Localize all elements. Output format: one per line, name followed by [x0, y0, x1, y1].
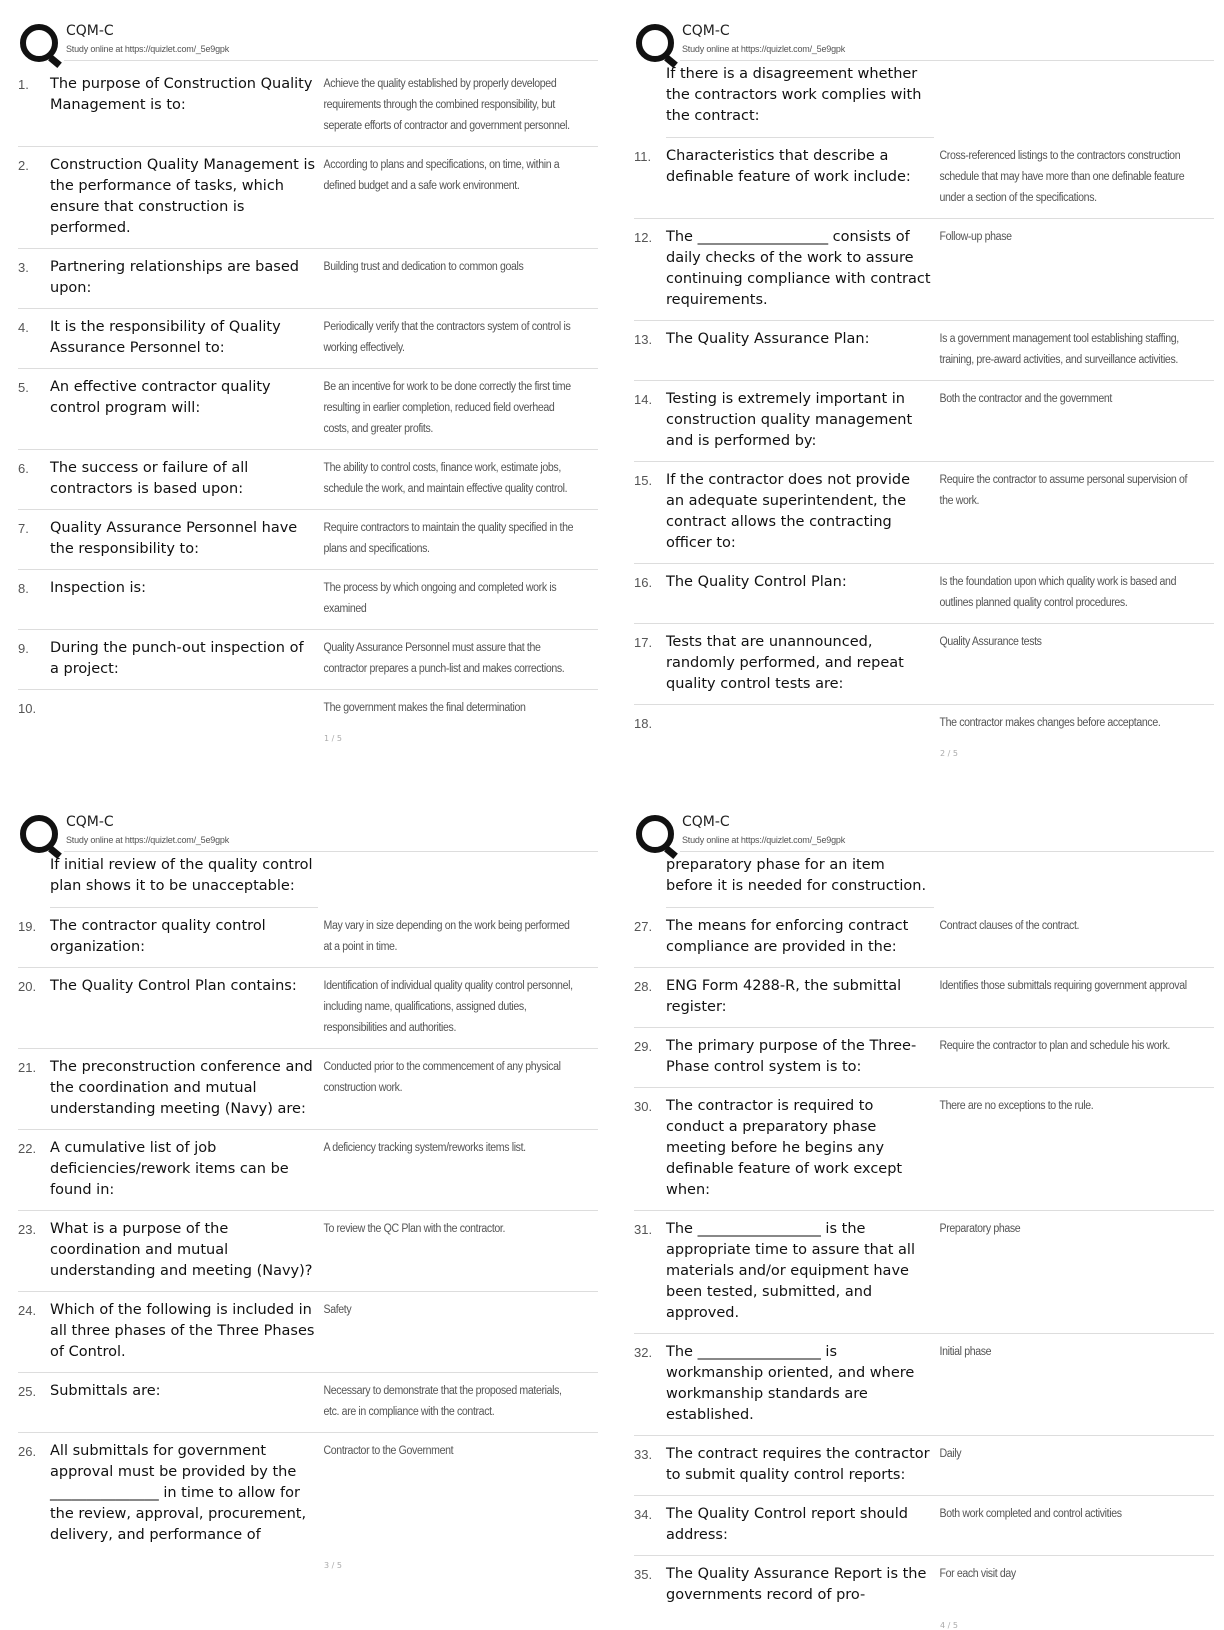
card-number: 1.	[18, 77, 29, 92]
card-number: 16.	[634, 575, 653, 590]
card-definition: Be an incentive for work to be done correctly the first time resulting in earlier completion, reduced field overhead costs, and greater profits.	[323, 381, 571, 435]
card-term: Partnering relationships are based upon:	[50, 259, 299, 296]
card-term	[50, 698, 318, 719]
card-number: 20.	[18, 979, 37, 994]
flashcard-row	[18, 1433, 598, 1555]
page-4	[634, 813, 1214, 1630]
card-term: During the punch-out inspection of a project:	[50, 640, 304, 677]
flashcard-row	[18, 1292, 598, 1373]
card-definition: Is a government management tool establishing staffing, training, pre-award activities, and surveillance activities.	[939, 333, 1179, 366]
flashcard-row	[634, 1436, 1214, 1496]
card-number: 28.	[634, 979, 653, 994]
card-definition: The contractor makes changes before acceptance.	[939, 717, 1161, 729]
card-definition: Preparatory phase	[939, 1223, 1021, 1235]
header-divider	[64, 60, 598, 61]
card-definition: Require the contractor to plan and schedule his work.	[939, 1040, 1170, 1052]
card-term: The success or failure of all contractors is based upon:	[50, 460, 249, 497]
card-definition: Daily	[939, 1448, 962, 1460]
card-number: 18.	[634, 716, 653, 731]
card-number: 5.	[18, 380, 29, 395]
flashcard-row	[634, 908, 1214, 968]
flashcard-row	[634, 321, 1214, 381]
card-term: The _________________ is the appropriate time to assure that all materials and/or equipment have been tested, submitted, and approved.	[666, 1221, 915, 1321]
card-definition: Follow-up phase	[939, 231, 1012, 243]
flashcard-row	[634, 1088, 1214, 1211]
card-term: What is a purpose of the coordination and mutual understanding and meeting (Navy)?	[50, 1221, 313, 1279]
card-definition: Initial phase	[939, 1346, 992, 1358]
card-term: The Quality Assurance Plan:	[666, 331, 870, 347]
card-term: All submittals for government approval must be provided by the _______________ in time to allow for the review, approval, procurement, delivery, and performance of	[50, 1443, 307, 1543]
quizlet-logo-icon	[20, 24, 58, 62]
card-term: Submittals are:	[50, 1383, 161, 1399]
flashcard-row	[18, 1130, 598, 1211]
header-title: CQM-C	[66, 23, 114, 39]
card-definition: Quality Assurance tests	[939, 636, 1042, 648]
page-header	[18, 22, 598, 62]
card-number: 33.	[634, 1447, 653, 1462]
card-term: Characteristics that describe a definable feature of work include:	[666, 148, 911, 185]
card-term: Quality Assurance Personnel have the responsibility to:	[50, 520, 298, 557]
card-definition: The ability to control costs, finance work, estimate jobs, schedule the work, and maintain effective quality control.	[323, 462, 568, 495]
card-term	[666, 713, 934, 734]
flashcard-row	[18, 968, 598, 1049]
card-term: The purpose of Construction Quality Management is to:	[50, 76, 313, 113]
card-definition: Identification of individual quality quality control personnel, including name, qualifications, assigned duties, responsibilities and authorities.	[323, 980, 573, 1034]
card-number: 32.	[634, 1345, 653, 1360]
continued-question: If initial review of the quality control plan shows it to be unacceptable:	[50, 853, 318, 908]
header-subtitle: Study online at https://quizlet.com/_5e9gpk	[682, 835, 846, 845]
card-definition: A deficiency tracking system/reworks items list.	[323, 1142, 526, 1154]
header-divider	[680, 851, 1214, 852]
card-definition: May vary in size depending on the work being performed at a point in time.	[323, 920, 570, 953]
card-term: An effective contractor quality control program will:	[50, 379, 271, 416]
header-title: CQM-C	[66, 814, 114, 830]
card-definition: Require contractors to maintain the quality specified in the plans and specifications.	[323, 522, 574, 555]
quizlet-logo-icon	[636, 24, 674, 62]
flashcard-row	[634, 705, 1214, 743]
card-definition: According to plans and specifications, on time, within a defined budget and a safe work environment.	[323, 159, 560, 192]
card-term: The Quality Assurance Report is the governments record of pro-	[666, 1566, 927, 1603]
card-term: A cumulative list of job deficiencies/rework items can be found in:	[50, 1140, 289, 1198]
flashcard-row	[18, 309, 598, 369]
header-subtitle: Study online at https://quizlet.com/_5e9gpk	[66, 835, 230, 845]
header-subtitle: Study online at https://quizlet.com/_5e9gpk	[682, 44, 846, 54]
card-term: The _________________ is workmanship oriented, and where workmanship standards are established.	[666, 1344, 915, 1423]
card-number: 6.	[18, 461, 29, 476]
flashcard-row	[634, 219, 1214, 321]
card-number: 23.	[18, 1222, 37, 1237]
card-term: Testing is extremely important in construction quality management and is performed by:	[666, 391, 913, 449]
card-definition: Building trust and dedication to common goals	[323, 261, 524, 273]
card-term: The Quality Control report should address:	[666, 1506, 908, 1543]
card-definition: Safety	[323, 1304, 352, 1316]
flashcard-row	[18, 1211, 598, 1292]
flashcard-row	[634, 1556, 1214, 1615]
card-number: 15.	[634, 473, 653, 488]
flashcard-row	[634, 138, 1214, 219]
flashcard-row	[18, 450, 598, 510]
page-number: 2 / 5	[940, 749, 958, 758]
card-number: 9.	[18, 641, 29, 656]
flashcard-row	[634, 624, 1214, 705]
card-definition: Conducted prior to the commencement of any physical construction work.	[323, 1061, 561, 1094]
card-number: 7.	[18, 521, 29, 536]
page-header	[18, 813, 598, 853]
flashcard-row	[634, 1334, 1214, 1436]
flashcard-row	[18, 570, 598, 630]
card-term: The contractor quality control organization:	[50, 918, 266, 955]
card-term: It is the responsibility of Quality Assurance Personnel to:	[50, 319, 281, 356]
card-definition: Cross-referenced listings to the contractors construction schedule that may have more than one definable feature under a section of the specifications.	[939, 150, 1185, 204]
continued-question: If there is a disagreement whether the contractors work complies with the contract:	[666, 62, 934, 138]
flashcard-row	[18, 1373, 598, 1433]
card-number: 10.	[18, 701, 37, 716]
card-definition: Both the contractor and the government	[939, 393, 1112, 405]
card-number: 17.	[634, 635, 653, 650]
flashcard-row	[634, 968, 1214, 1028]
card-number: 34.	[634, 1507, 653, 1522]
card-term: The preconstruction conference and the coordination and mutual understanding meeting (Navy) are:	[50, 1059, 313, 1117]
flashcard-row	[634, 564, 1214, 624]
flashcard-row	[18, 908, 598, 968]
card-definition: Contract clauses of the contract.	[939, 920, 1080, 932]
card-number: 31.	[634, 1222, 653, 1237]
header-subtitle: Study online at https://quizlet.com/_5e9gpk	[66, 44, 230, 54]
card-definition: Achieve the quality established by properly developed requirements through the combined responsibility, but seperate efforts of contractor and government personnel.	[323, 78, 570, 132]
card-term: The contractor is required to conduct a preparatory phase meeting before he begins any definable feature of work except when:	[666, 1098, 903, 1198]
page-number: 4 / 5	[940, 1621, 958, 1630]
card-definition: Quality Assurance Personnel must assure that the contractor prepares a punch-list and makes corrections.	[323, 642, 565, 675]
flashcard-row	[634, 1211, 1214, 1334]
card-term: The primary purpose of the Three-Phase control system is to:	[666, 1038, 917, 1075]
card-term: ENG Form 4288-R, the submittal register:	[666, 978, 902, 1015]
card-definition: The process by which ongoing and completed work is examined	[323, 582, 557, 615]
card-term: The __________________ consists of daily checks of the work to assure continuing compliance with contract requirements.	[666, 229, 931, 308]
card-definition: The government makes the final determination	[323, 702, 526, 714]
card-number: 13.	[634, 332, 653, 347]
page-header	[634, 813, 1214, 853]
page-number: 1 / 5	[324, 734, 342, 743]
flashcard-row	[634, 381, 1214, 462]
card-number: 29.	[634, 1039, 653, 1054]
header-divider	[680, 60, 1214, 61]
card-number: 21.	[18, 1060, 37, 1075]
card-definition: There are no exceptions to the rule.	[939, 1100, 1094, 1112]
card-term: The means for enforcing contract compliance are provided in the:	[666, 918, 909, 955]
card-number: 30.	[634, 1099, 653, 1114]
card-number: 2.	[18, 158, 29, 173]
card-definition: Is the foundation upon which quality work is based and outlines planned quality control procedures.	[939, 576, 1177, 609]
card-definition: Contractor to the Government	[323, 1445, 454, 1457]
card-definition: To review the QC Plan with the contractor.	[323, 1223, 506, 1235]
flashcard-row	[18, 66, 598, 147]
card-number: 11.	[634, 149, 652, 164]
card-definition: For each visit day	[939, 1568, 1016, 1580]
card-term: Tests that are unannounced, randomly performed, and repeat quality control tests are:	[666, 634, 904, 692]
card-term: If the contractor does not provide an adequate superintendent, the contract allows the contracting officer to:	[666, 472, 911, 551]
flashcard-row	[18, 630, 598, 690]
page-number: 3 / 5	[324, 1561, 342, 1570]
flashcard-row	[18, 369, 598, 450]
quizlet-logo-icon	[636, 815, 674, 853]
header-title: CQM-C	[682, 814, 730, 830]
flashcard-row	[18, 510, 598, 570]
card-number: 24.	[18, 1303, 37, 1318]
quizlet-logo-icon	[20, 815, 58, 853]
card-number: 25.	[18, 1384, 37, 1399]
page-3	[18, 813, 598, 1570]
continued-question: preparatory phase for an item before it is needed for construction.	[666, 853, 934, 908]
card-term: Which of the following is included in all three phases of the Three Phases of Control.	[50, 1302, 315, 1360]
flashcard-row	[18, 1049, 598, 1130]
card-definition: Both work completed and control activities	[939, 1508, 1122, 1520]
flashcard-row	[18, 147, 598, 249]
flashcard-row	[634, 1496, 1214, 1556]
header-divider	[64, 851, 598, 852]
card-number: 14.	[634, 392, 653, 407]
card-number: 35.	[634, 1567, 653, 1582]
card-term: Inspection is:	[50, 580, 146, 596]
header-title: CQM-C	[682, 23, 730, 39]
flashcard-row	[634, 462, 1214, 564]
card-number: 27.	[634, 919, 653, 934]
card-number: 26.	[18, 1444, 37, 1459]
page-1	[18, 22, 598, 743]
card-definition: Identifies those submittals requiring government approval	[939, 980, 1187, 992]
card-number: 3.	[18, 260, 29, 275]
card-definition: Require the contractor to assume personal supervision of the work.	[939, 474, 1188, 507]
card-number: 22.	[18, 1141, 37, 1156]
page-2	[634, 22, 1214, 758]
card-number: 19.	[18, 919, 37, 934]
card-definition: Necessary to demonstrate that the proposed materials, etc. are in compliance with the contract.	[323, 1385, 562, 1418]
card-number: 12.	[634, 230, 653, 245]
card-term: The Quality Control Plan contains:	[50, 978, 297, 994]
card-term: The Quality Control Plan:	[666, 574, 847, 590]
card-number: 4.	[18, 320, 29, 335]
flashcard-row	[18, 249, 598, 309]
flashcard-row	[18, 690, 598, 728]
card-number: 8.	[18, 581, 29, 596]
card-term: Construction Quality Management is the performance of tasks, which ensure that construction is performed.	[50, 157, 316, 236]
card-definition: Periodically verify that the contractors system of control is working effectively.	[323, 321, 571, 354]
card-term: The contract requires the contractor to submit quality control reports:	[666, 1446, 930, 1483]
page-header	[634, 22, 1214, 62]
flashcard-row	[634, 1028, 1214, 1088]
